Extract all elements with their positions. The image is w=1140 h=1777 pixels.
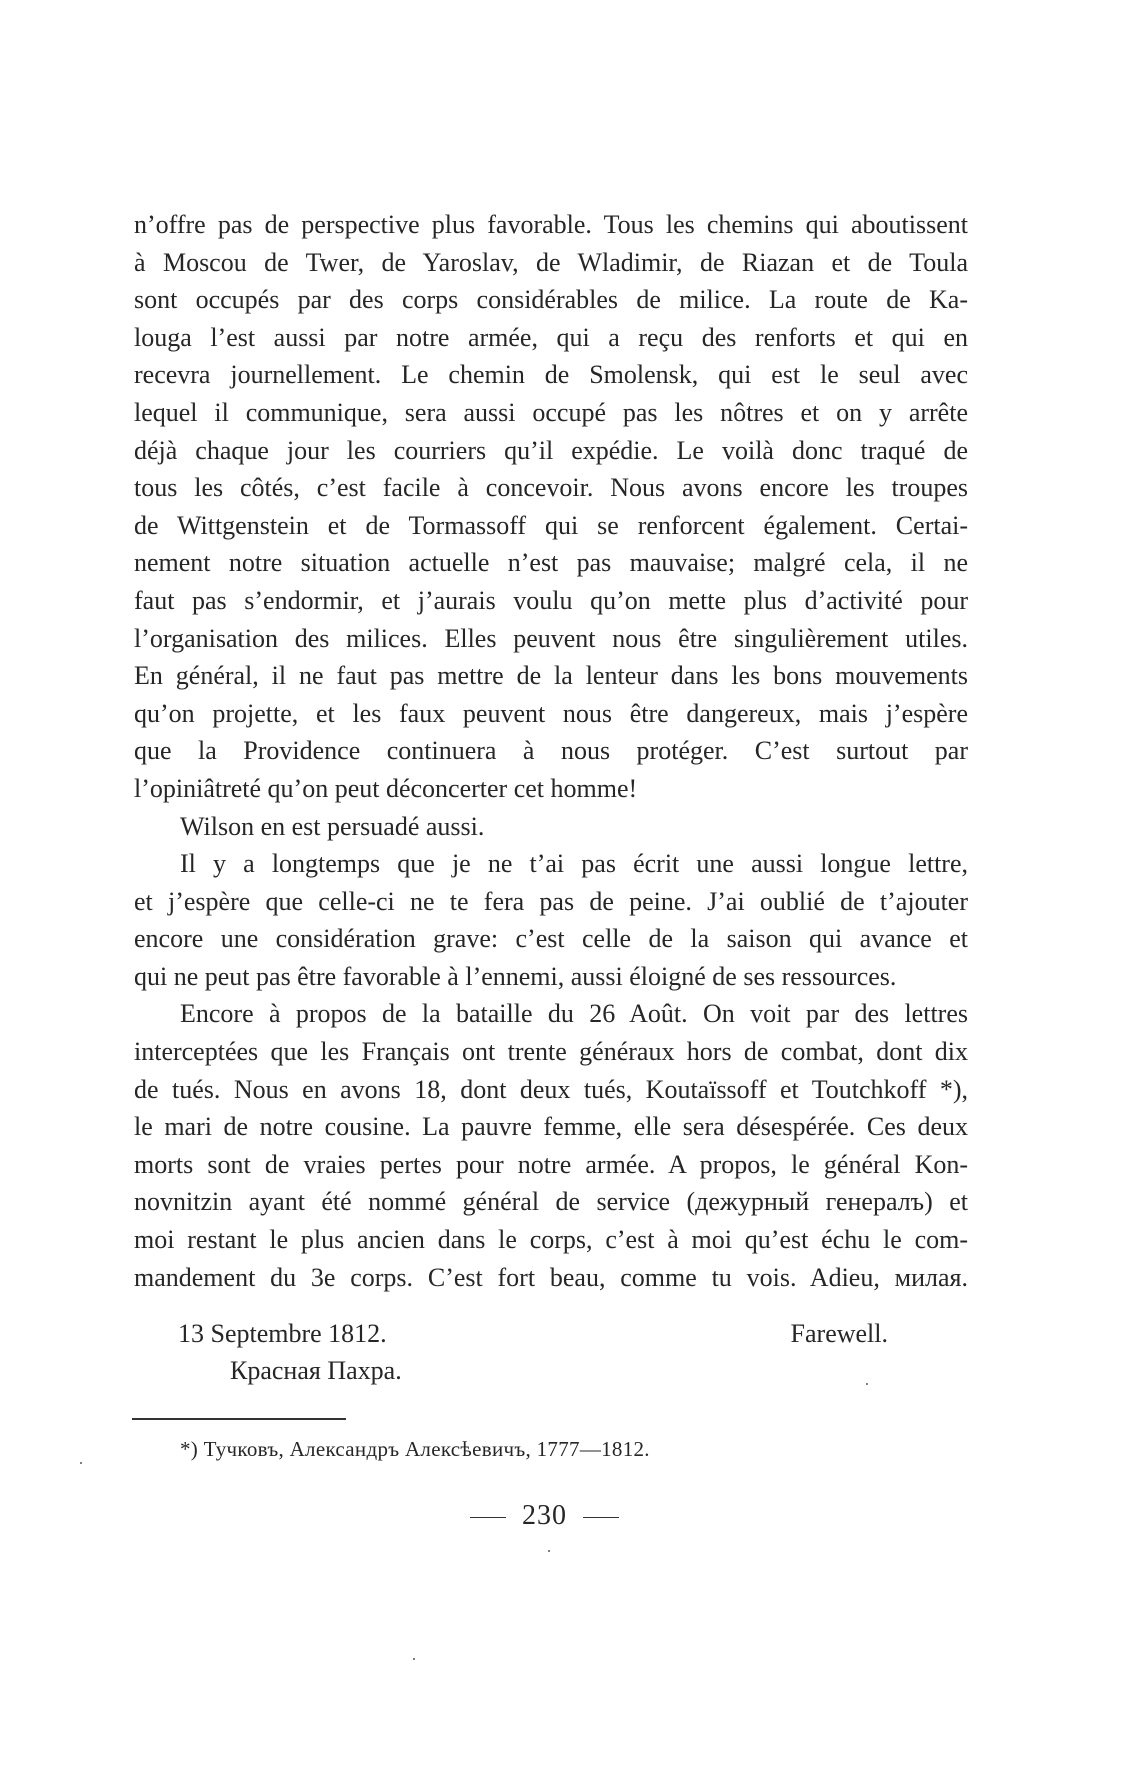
text-line: à Moscou de Twer, de Yaroslav, de Wladimir, de Riazan et de Toula [134,247,968,277]
text-line: interceptées que les Français ont trente généraux hors de combat, dont dix [134,1037,968,1067]
scan-speck [413,1658,415,1660]
text-line: novnitzin ayant été nommé général de service (дежурный генералъ) et [134,1187,968,1217]
letter-place: Красная Пахра. [230,1356,402,1385]
text-line: nement notre situation actuelle n’est pas mauvaise; malgré cela, il ne [134,548,968,578]
text-line: qu’on projette, et les faux peuvent nous être dangereux, mais j’espère [134,698,968,728]
page-number-line [454,1496,634,1536]
text-line: l’organisation des milices. Elles peuvent nous être singulièrement utiles. [134,623,968,653]
text-line: moi restant le plus ancien dans le corps, c’est à moi qu’est échu le com- [134,1225,968,1255]
footnote: *) Тучковъ, Александръ Алексѣевичъ, 1777—1812. [180,1437,650,1461]
text-line: encore une considération grave: c’est celle de la saison qui avance et [134,924,968,954]
text-line: En général, il ne faut pas mettre de la lenteur dans les bons mouvements [134,661,968,691]
page-number-dash-right [583,1517,619,1519]
text-line: recevra journellement. Le chemin de Smolensk, qui est le seul avec [134,360,968,390]
scan-speck [80,1462,82,1464]
text-line: Encore à propos de la bataille du 26 Août. On voit par des lettres [180,999,968,1029]
text-line: tous les côtés, c’est facile à concevoir. Nous avons encore les troupes [134,473,968,503]
letter-date: 13 Septembre 1812. [178,1319,387,1348]
text-line: le mari de notre cousine. La pauvre femme, elle sera désespérée. Ces deux [134,1112,968,1142]
scan-speck [866,1383,868,1385]
text-line: que la Providence continuera à nous protéger. C’est surtout par [134,736,968,766]
text-line: Il y a longtemps que je ne t’ai pas écrit une aussi longue lettre, [180,849,968,879]
text-line: morts sont de vraies pertes pour notre armée. A propos, le général Kon- [134,1149,968,1179]
text-line: Wilson en est persuadé aussi. [180,811,485,841]
scan-speck [548,1550,550,1552]
text-line: faut pas s’endormir, et j’aurais voulu qu’on mette plus d’activité pour [134,585,968,615]
signature-line [178,1315,898,1352]
text-line: l’opiniâtreté qu’on peut déconcerter cet homme! [134,773,638,803]
text-line: déjà chaque jour les courriers qu’il expédie. Le voilà donc traqué de [134,435,968,465]
page-number: 230 [522,1500,567,1531]
page-number-dash-left [470,1517,506,1519]
text-line: de Wittgenstein et de Tormassoff qui se renforcent également. Certai- [134,510,968,540]
text-line: et j’espère que celle-ci ne te fera pas de peine. J’ai oublié de t’ajouter [134,886,968,916]
text-line: de tués. Nous en avons 18, dont deux tués, Koutaïssoff et Toutchkoff *), [134,1074,968,1104]
text-line: n’offre pas de perspective plus favorable. Tous les chemins qui aboutissent [134,210,968,239]
text-line: mandement du 3e corps. C’est fort beau, comme tu vois. Adieu, милая. [134,1262,968,1292]
text-line: louga l’est aussi par notre armée, qui a reçu des renforts et qui en [134,322,968,352]
letter-body [134,206,968,1296]
text-line: sont occupés par des corps considérables de milice. La route de Ka- [134,285,968,315]
text-line: qui ne peut pas être favorable à l’ennemi, aussi éloigné de ses ressources. [134,961,897,991]
letter-farewell: Farewell. [790,1319,888,1348]
footnote-divider [132,1418,346,1420]
text-line: lequel il communique, sera aussi occupé pas les nôtres et on y arrête [134,397,968,427]
